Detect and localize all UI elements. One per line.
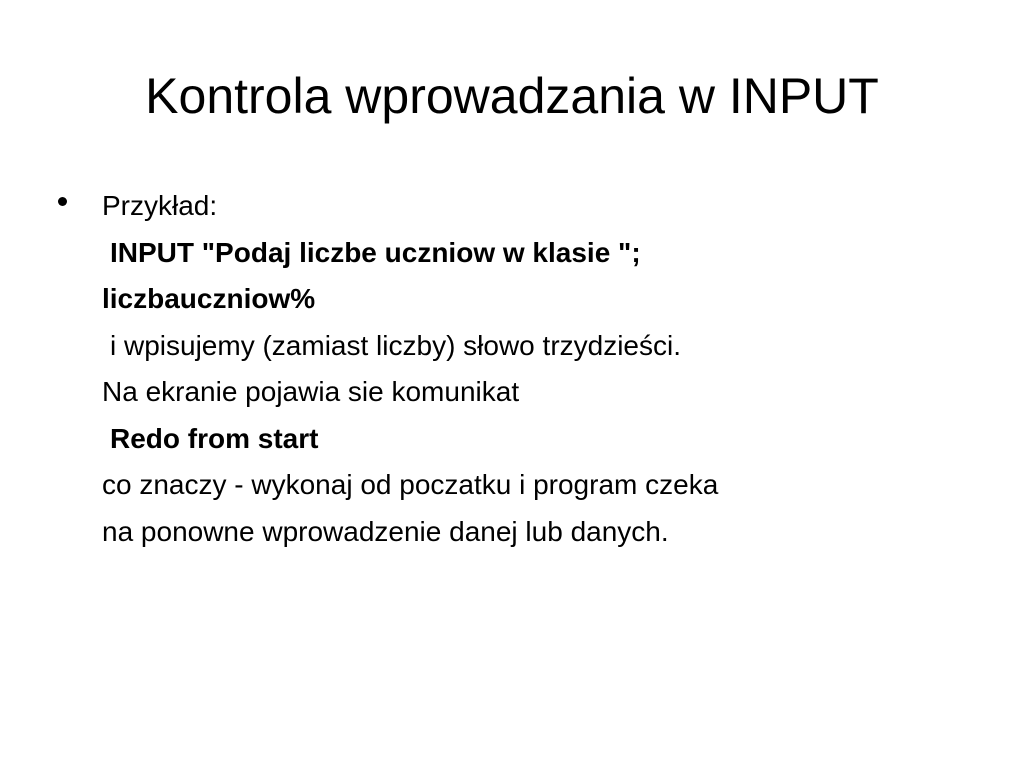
bullet-icon xyxy=(58,197,67,206)
code-line-2: liczbauczniow% xyxy=(102,283,316,314)
bullet-label: Przykład: xyxy=(102,190,218,221)
error-message: Redo from start xyxy=(110,422,319,454)
slide-content xyxy=(58,183,978,555)
slide-title: Kontrola wprowadzania w INPUT xyxy=(145,68,879,124)
text-line-4: na ponowne wprowadzenie danej lub danych. xyxy=(102,515,669,547)
text-line-1: i wpisujemy (zamiast liczby) słowo trzydzieści. xyxy=(110,329,682,361)
text-line-3: co znaczy - wykonaj od poczatku i program czeka xyxy=(102,469,719,500)
bullet-item xyxy=(58,183,978,555)
code-line-1: INPUT "Podaj liczbe uczniow w klasie "; xyxy=(110,236,641,268)
text-line-2: Na ekranie pojawia sie komunikat xyxy=(102,376,520,407)
